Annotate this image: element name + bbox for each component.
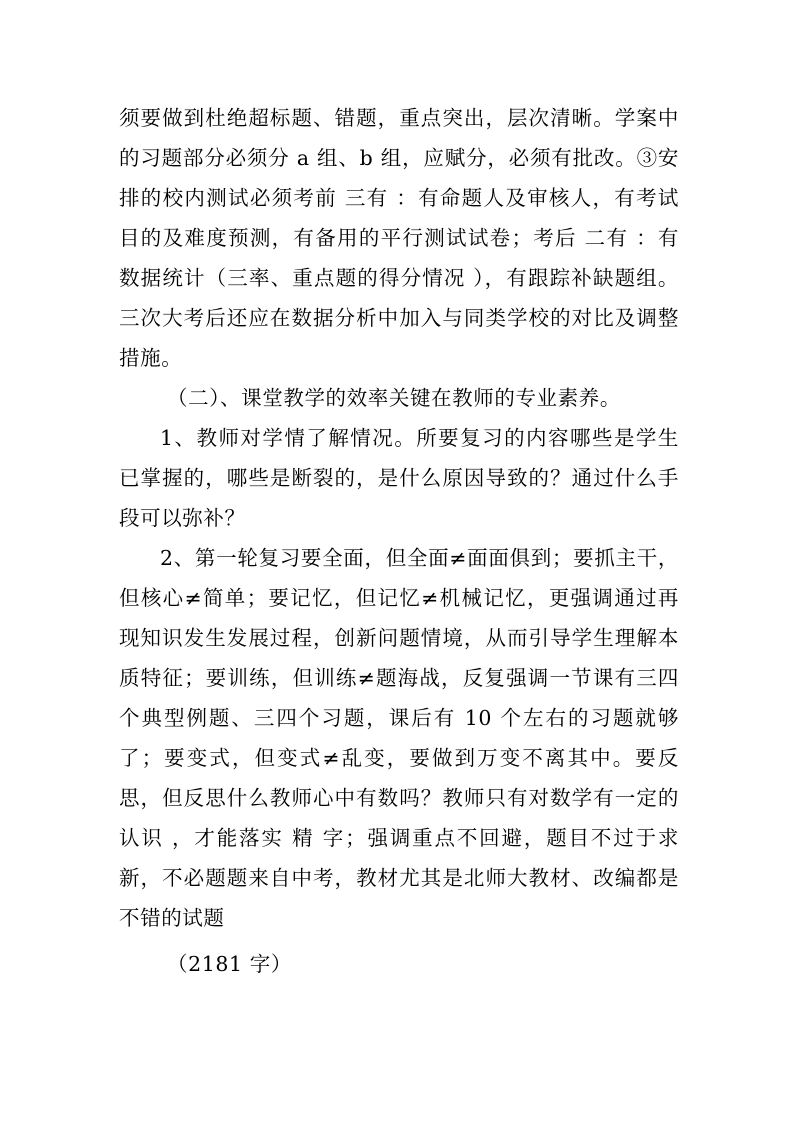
- paragraph-continued: 须要做到杜绝超标题、错题，重点突出，层次清晰。学案中的习题部分必须分 a 组、b 组，应赋分，必须有批改。③安排的校内测试必须考前 三有 ：有命题人及审核人，有考试目的及难度预测，有备用的平行测试试卷；考后 二有 ：有数据统计（三率、重点题的得分情况 ），有跟踪补缺题组。三次大考后还应在数据分析中加入与同类学校的对比及调整措施。: [119, 106, 679, 370]
- word-count: （2181 字）: [167, 952, 292, 976]
- document-body: [119, 98, 679, 984]
- section-heading: （二）、课堂教学的效率关键在教师的专业素养。: [167, 386, 621, 410]
- paragraph-item-2: 2、第一轮复习要全面，但全面≠面面俱到；要抓主干，但核心≠简单；要记忆，但记忆≠机械记忆，更强调通过再现知识发生发展过程，创新问题情境，从而引导学生理解本质特征；要训练，但训练≠题海战，反复强调一节课有三四个典型例题、三四个习题，课后有 10 个左右的习题就够了；要变式，但变式≠乱变，要做到万变不离其中。要反思，但反思什么教师心中有数吗？教师只有对数学有一定的认识 ，才能落实 精 字；强调重点不回避，题目不过于求新，不必题题来自中考，教材尤其是北师大教材、改编都是不错的试题: [119, 546, 679, 930]
- paragraph-item-1: 1、教师对学情了解情况。所要复习的内容哪些是学生已掌握的，哪些是断裂的，是什么原因导致的？通过什么手段可以弥补？: [119, 426, 679, 530]
